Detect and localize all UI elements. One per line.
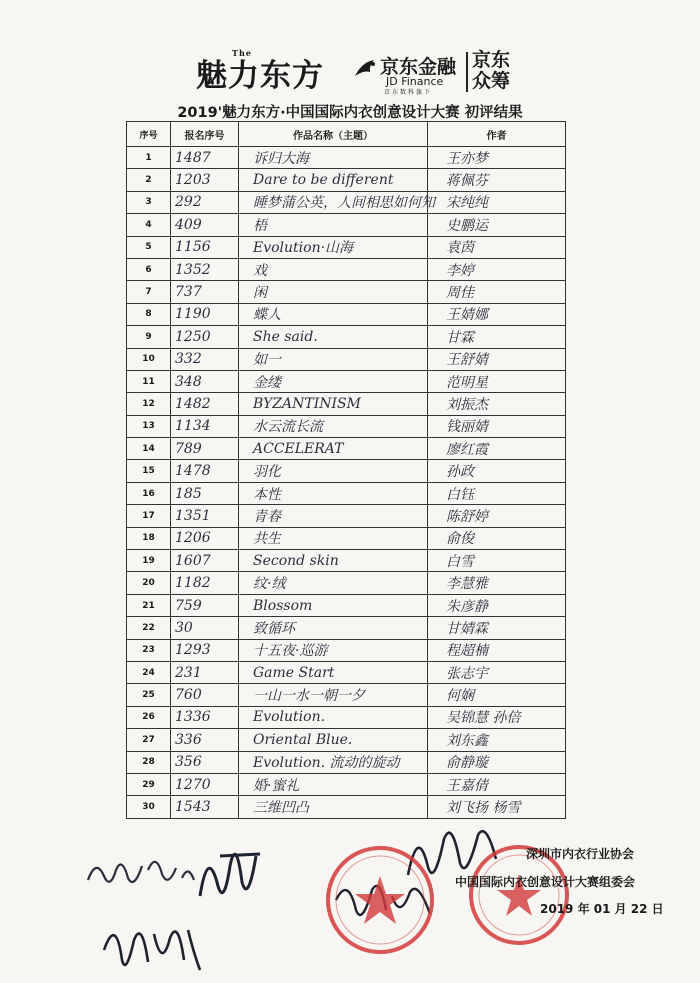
row-author: 王嘉倩 xyxy=(428,773,566,795)
row-author: 俞俊 xyxy=(428,527,566,549)
row-number: 20 xyxy=(127,572,171,594)
row-reg-number: 356 xyxy=(171,751,239,773)
row-number: 4 xyxy=(127,214,171,236)
table-row xyxy=(127,729,566,751)
row-number: 8 xyxy=(127,303,171,325)
row-number: 15 xyxy=(127,460,171,482)
table-row xyxy=(127,169,566,191)
row-author: 白雪 xyxy=(428,550,566,572)
table-header-row xyxy=(127,122,566,147)
row-work-title: 如一 xyxy=(239,348,428,370)
row-reg-number: 1203 xyxy=(171,169,239,191)
row-author: 朱彦静 xyxy=(428,594,566,616)
table-row xyxy=(127,191,566,213)
row-work-title: 纹·绒 xyxy=(239,572,428,594)
row-reg-number: 1607 xyxy=(171,550,239,572)
brand-logo-text: 魅力东方 xyxy=(196,58,324,94)
document-date: 2019 年 01 月 22 日 xyxy=(540,902,664,916)
row-work-title: 本性 xyxy=(239,482,428,504)
row-reg-number: 1206 xyxy=(171,527,239,549)
table-row xyxy=(127,214,566,236)
row-work-title: Evolution. 流动的旋动 xyxy=(239,751,428,773)
row-work-title: Game Start xyxy=(239,661,428,683)
table-row xyxy=(127,415,566,437)
table-row xyxy=(127,617,566,639)
row-number: 27 xyxy=(127,729,171,751)
row-reg-number: 1351 xyxy=(171,505,239,527)
table-row xyxy=(127,751,566,773)
table-row xyxy=(127,773,566,795)
row-number: 21 xyxy=(127,594,171,616)
jd-crowdfunding-line1: 京东 xyxy=(472,49,511,71)
row-number: 9 xyxy=(127,326,171,348)
table-row xyxy=(127,348,566,370)
row-number: 19 xyxy=(127,550,171,572)
jd-crowdfunding-line2: 众筹 xyxy=(472,70,511,92)
table-row xyxy=(127,505,566,527)
row-reg-number: 1250 xyxy=(171,326,239,348)
row-number: 25 xyxy=(127,684,171,706)
row-number: 30 xyxy=(127,796,171,818)
table-row xyxy=(127,438,566,460)
table-row xyxy=(127,303,566,325)
header-work: 作品名称（主题） xyxy=(239,122,428,147)
judge-signature-1 xyxy=(82,840,202,900)
row-reg-number: 1336 xyxy=(171,706,239,728)
row-reg-number: 1190 xyxy=(171,303,239,325)
table-row xyxy=(127,594,566,616)
row-author: 何娴 xyxy=(428,684,566,706)
row-work-title: Oriental Blue. xyxy=(239,729,428,751)
jd-crowdfunding-logo xyxy=(472,50,510,92)
row-work-title: 十五夜·巡游 xyxy=(239,639,428,661)
row-work-title: Blossom xyxy=(239,594,428,616)
row-number: 14 xyxy=(127,438,171,460)
row-reg-number: 759 xyxy=(171,594,239,616)
table-row xyxy=(127,460,566,482)
row-reg-number: 1156 xyxy=(171,236,239,258)
row-author: 程超楠 xyxy=(428,639,566,661)
jd-finance-en: JD Finance xyxy=(386,75,444,88)
jd-finance-logo xyxy=(352,50,462,96)
table-row xyxy=(127,706,566,728)
row-author: 李婷 xyxy=(428,258,566,280)
row-number: 11 xyxy=(127,370,171,392)
row-number: 24 xyxy=(127,661,171,683)
row-author: 张志宇 xyxy=(428,661,566,683)
row-author: 宋纯纯 xyxy=(428,191,566,213)
row-work-title: 婚·蜜礼 xyxy=(239,773,428,795)
table-row xyxy=(127,258,566,280)
header-reg: 报名序号 xyxy=(171,122,239,147)
org-association: 深圳市内衣行业协会 xyxy=(526,847,635,861)
row-number: 1 xyxy=(127,147,171,169)
document-title: 2019'魅力东方·中国国际内衣创意设计大赛 初评结果 xyxy=(177,105,523,121)
row-author: 范明星 xyxy=(428,370,566,392)
row-author: 孙政 xyxy=(428,460,566,482)
row-author: 王亦梦 xyxy=(428,147,566,169)
header-author: 作者 xyxy=(428,122,566,147)
row-author: 袁茵 xyxy=(428,236,566,258)
row-reg-number: 760 xyxy=(171,684,239,706)
header-no: 序号 xyxy=(127,122,171,147)
row-reg-number: 1182 xyxy=(171,572,239,594)
logo-divider xyxy=(466,52,468,92)
row-work-title: 梧 xyxy=(239,214,428,236)
row-author: 廖红霞 xyxy=(428,438,566,460)
row-number: 10 xyxy=(127,348,171,370)
row-reg-number: 231 xyxy=(171,661,239,683)
row-author: 陈舒婷 xyxy=(428,505,566,527)
row-number: 12 xyxy=(127,393,171,415)
row-work-title: 金缕 xyxy=(239,370,428,392)
table-row xyxy=(127,281,566,303)
brand-logo xyxy=(196,50,324,95)
table-body xyxy=(127,147,566,819)
row-reg-number: 332 xyxy=(171,348,239,370)
row-work-title: Evolution·山海 xyxy=(239,236,428,258)
table-row xyxy=(127,393,566,415)
row-number: 2 xyxy=(127,169,171,191)
row-author: 王婧娜 xyxy=(428,303,566,325)
row-work-title: 青春 xyxy=(239,505,428,527)
row-number: 22 xyxy=(127,617,171,639)
row-reg-number: 1487 xyxy=(171,147,239,169)
association-stamp xyxy=(320,840,440,960)
row-number: 16 xyxy=(127,482,171,504)
jd-finance-sub: 京东数科旗下 xyxy=(384,89,433,96)
row-author: 钱丽婧 xyxy=(428,415,566,437)
row-reg-number: 789 xyxy=(171,438,239,460)
row-reg-number: 1482 xyxy=(171,393,239,415)
row-work-title: 羽化 xyxy=(239,460,428,482)
table-row xyxy=(127,572,566,594)
row-number: 18 xyxy=(127,527,171,549)
row-work-title: 蝶人 xyxy=(239,303,428,325)
row-reg-number: 1543 xyxy=(171,796,239,818)
row-author: 王舒婧 xyxy=(428,348,566,370)
table-row xyxy=(127,639,566,661)
row-author: 李慧雅 xyxy=(428,572,566,594)
row-number: 17 xyxy=(127,505,171,527)
row-reg-number: 292 xyxy=(171,191,239,213)
row-author: 周佳 xyxy=(428,281,566,303)
table-row xyxy=(127,370,566,392)
row-reg-number: 409 xyxy=(171,214,239,236)
row-reg-number: 30 xyxy=(171,617,239,639)
table-row xyxy=(127,527,566,549)
row-work-title: 一山一水一朝一夕 xyxy=(239,684,428,706)
row-work-title: 水云流长流 xyxy=(239,415,428,437)
row-work-title: 诉归大海 xyxy=(239,147,428,169)
table-row xyxy=(127,661,566,683)
row-author: 吴锦慧 孙倍 xyxy=(428,706,566,728)
jd-finance-name: 京东金融 xyxy=(380,56,457,78)
row-reg-number: 1270 xyxy=(171,773,239,795)
row-author: 刘飞扬 杨雪 xyxy=(428,796,566,818)
row-author: 史鹏运 xyxy=(428,214,566,236)
org-committee: 中国国际内衣创意设计大赛组委会 xyxy=(455,875,636,889)
row-reg-number: 1293 xyxy=(171,639,239,661)
row-number: 5 xyxy=(127,236,171,258)
row-work-title: 闲 xyxy=(239,281,428,303)
row-work-title: 戏 xyxy=(239,258,428,280)
jd-dog-icon xyxy=(352,56,378,86)
table-row xyxy=(127,326,566,348)
row-work-title: 三维凹凸 xyxy=(239,796,428,818)
table-row xyxy=(127,236,566,258)
row-number: 23 xyxy=(127,639,171,661)
row-reg-number: 336 xyxy=(171,729,239,751)
row-work-title: 共生 xyxy=(239,527,428,549)
row-reg-number: 1478 xyxy=(171,460,239,482)
judge-signature-3 xyxy=(96,910,206,980)
row-reg-number: 1352 xyxy=(171,258,239,280)
row-work-title: Evolution. xyxy=(239,706,428,728)
logo-bar xyxy=(0,44,700,100)
row-work-title: 致循环 xyxy=(239,617,428,639)
table-row xyxy=(127,147,566,169)
row-number: 7 xyxy=(127,281,171,303)
row-work-title: Second skin xyxy=(239,550,428,572)
row-author: 白钰 xyxy=(428,482,566,504)
judge-signature-2 xyxy=(190,826,270,916)
row-number: 29 xyxy=(127,773,171,795)
row-number: 26 xyxy=(127,706,171,728)
row-number: 6 xyxy=(127,258,171,280)
row-work-title: ACCELERAT xyxy=(239,438,428,460)
table-row xyxy=(127,550,566,572)
row-number: 3 xyxy=(127,191,171,213)
table-row xyxy=(127,482,566,504)
row-author: 甘霖 xyxy=(428,326,566,348)
row-reg-number: 1134 xyxy=(171,415,239,437)
row-author: 俞静璇 xyxy=(428,751,566,773)
row-reg-number: 348 xyxy=(171,370,239,392)
row-author: 刘东鑫 xyxy=(428,729,566,751)
row-work-title: 睡梦蒲公英，人间相思如何知 xyxy=(239,191,428,213)
row-reg-number: 737 xyxy=(171,281,239,303)
brand-logo-small: The xyxy=(232,48,252,58)
row-number: 28 xyxy=(127,751,171,773)
row-work-title: Dare to be different xyxy=(239,169,428,191)
table-row xyxy=(127,684,566,706)
row-author: 甘婧霖 xyxy=(428,617,566,639)
row-work-title: She said. xyxy=(239,326,428,348)
row-author: 刘振杰 xyxy=(428,393,566,415)
row-number: 13 xyxy=(127,415,171,437)
row-work-title: BYZANTINISM xyxy=(239,393,428,415)
row-author: 蒋佩芬 xyxy=(428,169,566,191)
results-table xyxy=(126,121,566,819)
row-reg-number: 185 xyxy=(171,482,239,504)
